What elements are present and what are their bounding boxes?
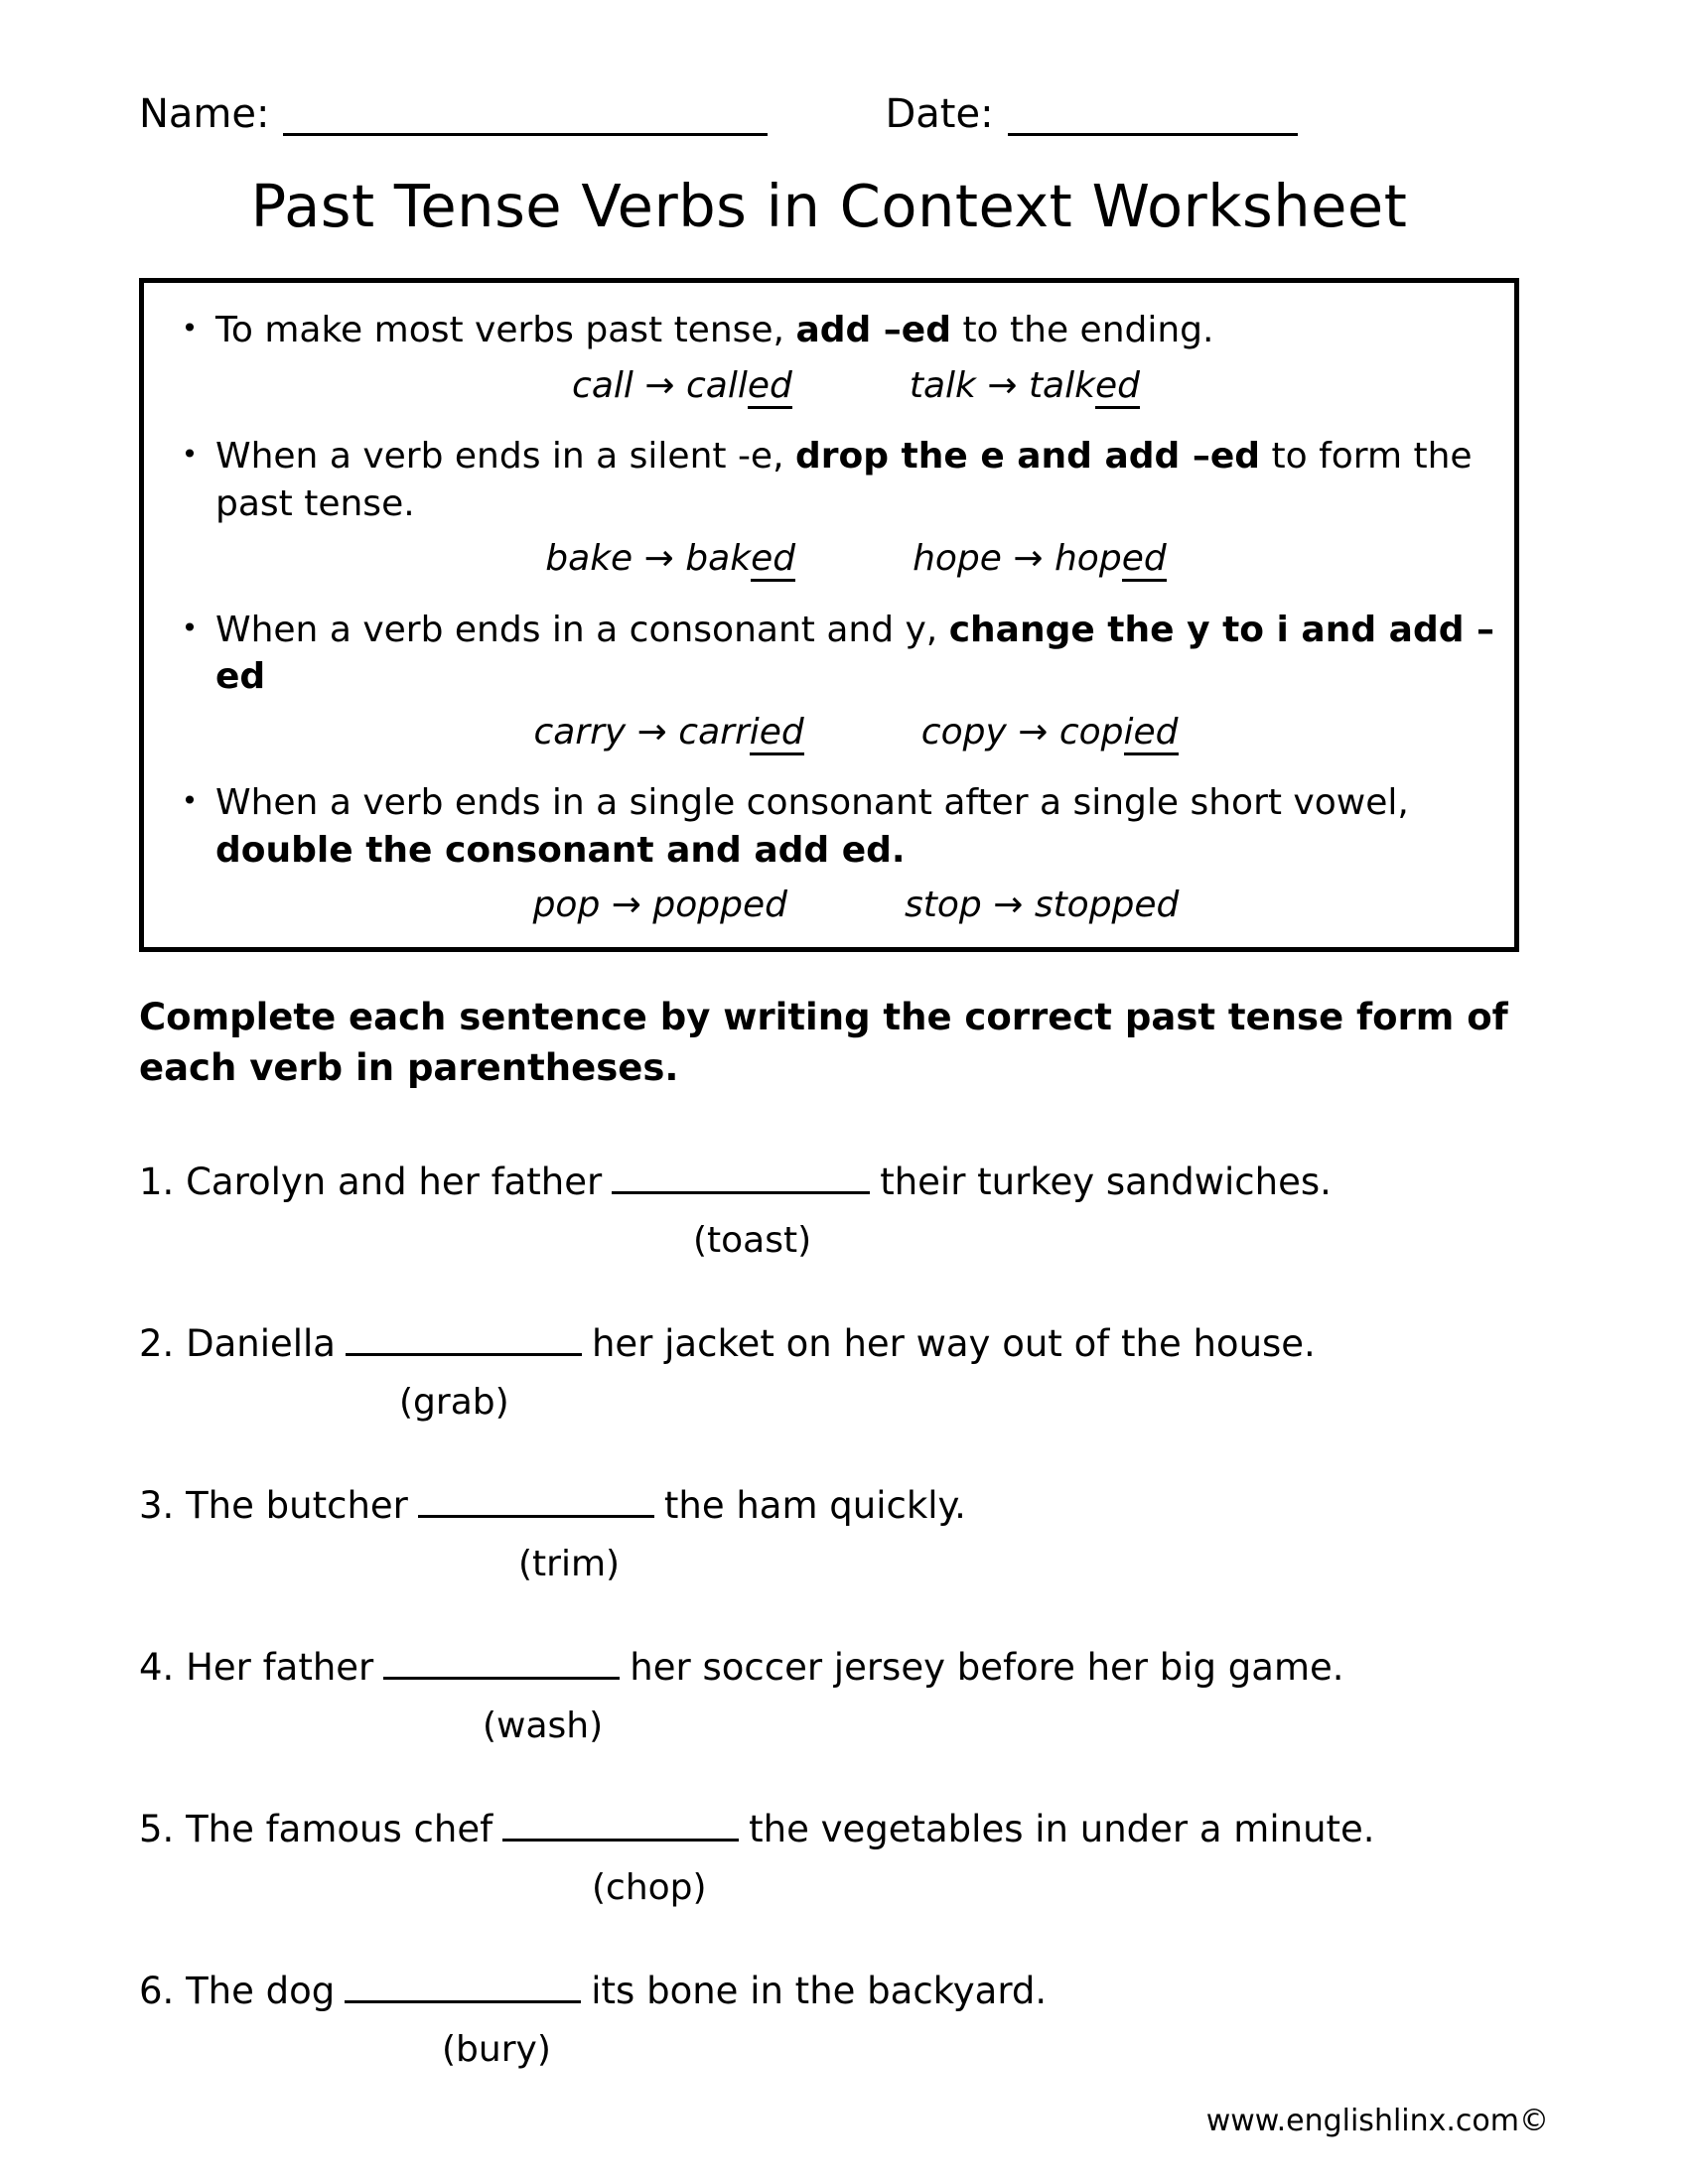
rule-text-bold: drop the e and add –ed bbox=[794, 436, 1261, 478]
bullet-icon: • bbox=[181, 438, 199, 472]
rule-text-after: to the ending. bbox=[951, 310, 1214, 350]
question-text-after: the ham quickly. bbox=[663, 1483, 966, 1527]
question-number: 2. bbox=[139, 1321, 175, 1365]
example-pair: hope → hoped bbox=[913, 535, 1167, 583]
question-text-after: the vegetables in under a minute. bbox=[749, 1808, 1375, 1851]
verb-hint: (toast) bbox=[693, 1219, 812, 1261]
rule-text bbox=[215, 607, 1496, 701]
example-pair: bake → baked bbox=[545, 535, 795, 583]
question-number: 6. bbox=[139, 1970, 175, 2013]
underlined-suffix: ied bbox=[1124, 712, 1179, 755]
example-pair: carry → carried bbox=[533, 709, 803, 756]
answer-blank[interactable] bbox=[345, 2000, 581, 2003]
question-line bbox=[139, 1968, 1519, 2015]
question-item bbox=[139, 1159, 1519, 1261]
rule-text-before: When a verb ends in a single consonant after a single short vowel, bbox=[215, 782, 1409, 824]
arrow-icon: → bbox=[1018, 711, 1049, 752]
question-line bbox=[139, 1482, 1519, 1530]
rule-item bbox=[164, 307, 1496, 409]
verb-hint: (trim) bbox=[518, 1544, 621, 1585]
rule-text-before: When a verb ends in a consonant and y, bbox=[215, 609, 949, 650]
date-blank[interactable] bbox=[1008, 91, 1298, 136]
bullet-icon: • bbox=[181, 611, 199, 644]
rule-item bbox=[164, 433, 1496, 583]
question-line bbox=[139, 1320, 1519, 1368]
arrow-icon: → bbox=[987, 364, 1018, 406]
answer-blank[interactable] bbox=[612, 1191, 870, 1194]
arrow-icon: → bbox=[611, 885, 641, 926]
arrow-icon: → bbox=[993, 885, 1024, 926]
question-text-before: The butcher bbox=[186, 1483, 408, 1527]
rule-examples bbox=[215, 709, 1496, 756]
rule-text-bold: add –ed bbox=[795, 310, 951, 350]
rule-examples bbox=[215, 362, 1496, 410]
rule-text bbox=[215, 433, 1496, 527]
verb-hint: (grab) bbox=[399, 1381, 509, 1423]
answer-blank[interactable] bbox=[383, 1677, 620, 1680]
rule-item bbox=[164, 607, 1496, 756]
name-blank[interactable] bbox=[283, 91, 768, 136]
rule-item bbox=[164, 779, 1496, 929]
bullet-icon: • bbox=[181, 312, 199, 344]
question-item bbox=[139, 1644, 1519, 1746]
page-title: Past Tense Verbs in Context Worksheet bbox=[250, 172, 1408, 240]
underlined-suffix: ed bbox=[748, 365, 792, 409]
question-number: 4. bbox=[139, 1646, 175, 1690]
question-text-before: The famous chef bbox=[186, 1808, 493, 1851]
arrow-icon: → bbox=[644, 364, 675, 406]
underlined-suffix: ed bbox=[751, 538, 795, 582]
underlined-suffix: ed bbox=[1095, 365, 1140, 409]
verb-hint: (bury) bbox=[442, 2029, 551, 2071]
questions-list bbox=[139, 1159, 1519, 2071]
answer-blank[interactable] bbox=[502, 1839, 739, 1842]
example-pair: call → called bbox=[572, 362, 792, 410]
question-text-before: Carolyn and her father bbox=[186, 1160, 603, 1203]
question-line bbox=[139, 1644, 1519, 1692]
example-pair: stop → stopped bbox=[904, 885, 1180, 926]
instructions-text: Complete each sentence by writing the correct past tense form of each verb in parentheses. bbox=[139, 995, 1508, 1089]
answer-blank[interactable] bbox=[346, 1353, 582, 1356]
verb-hint: (wash) bbox=[483, 1706, 604, 1747]
rule-text bbox=[215, 779, 1496, 874]
arrow-icon: → bbox=[636, 711, 667, 752]
rules-box bbox=[139, 278, 1519, 952]
rule-text-before: To make most verbs past tense, bbox=[215, 310, 796, 350]
question-number: 1. bbox=[139, 1160, 175, 1203]
question-item bbox=[139, 1806, 1519, 1908]
arrow-icon: → bbox=[1013, 538, 1044, 580]
header bbox=[139, 91, 1519, 136]
question-number: 3. bbox=[139, 1483, 175, 1527]
example-pair: pop → popped bbox=[532, 885, 787, 926]
question-text-after: its bone in the backyard. bbox=[591, 1970, 1048, 2013]
verb-hint: (chop) bbox=[592, 1867, 707, 1909]
name-label: Name: bbox=[139, 91, 270, 137]
example-pair: talk → talked bbox=[910, 362, 1140, 410]
underlined-suffix: ied bbox=[750, 712, 804, 755]
question-item bbox=[139, 1320, 1519, 1423]
question-text-after: her soccer jersey before her big game. bbox=[630, 1646, 1344, 1690]
rule-text bbox=[215, 307, 1496, 354]
date-label: Date: bbox=[885, 91, 994, 137]
rule-text-bold: change the y to i and add –ed bbox=[215, 609, 1495, 698]
question-number: 5. bbox=[139, 1808, 175, 1851]
question-text-after: her jacket on her way out of the house. bbox=[591, 1321, 1316, 1365]
question-text-after: their turkey sandwiches. bbox=[880, 1160, 1332, 1203]
rule-examples bbox=[215, 535, 1496, 583]
rule-text-bold: double the consonant and add ed. bbox=[215, 829, 906, 871]
bullet-icon: • bbox=[181, 784, 199, 818]
question-text-before: Daniella bbox=[186, 1321, 336, 1365]
question-item bbox=[139, 1482, 1519, 1584]
question-text-before: The dog bbox=[186, 1970, 336, 2013]
question-item bbox=[139, 1968, 1519, 2070]
rule-text-before: When a verb ends in a silent -e, bbox=[215, 436, 795, 478]
question-line bbox=[139, 1806, 1519, 1853]
question-text-before: Her father bbox=[186, 1646, 374, 1690]
arrow-icon: → bbox=[643, 538, 674, 580]
rule-examples bbox=[215, 882, 1496, 929]
answer-blank[interactable] bbox=[418, 1515, 654, 1518]
rule-text-after: to form the past tense. bbox=[215, 436, 1473, 524]
question-line bbox=[139, 1159, 1519, 1206]
underlined-suffix: ed bbox=[1122, 538, 1167, 582]
website-credit: www.englishlinx.com© bbox=[1205, 2104, 1549, 2138]
example-pair: copy → copied bbox=[921, 709, 1179, 756]
